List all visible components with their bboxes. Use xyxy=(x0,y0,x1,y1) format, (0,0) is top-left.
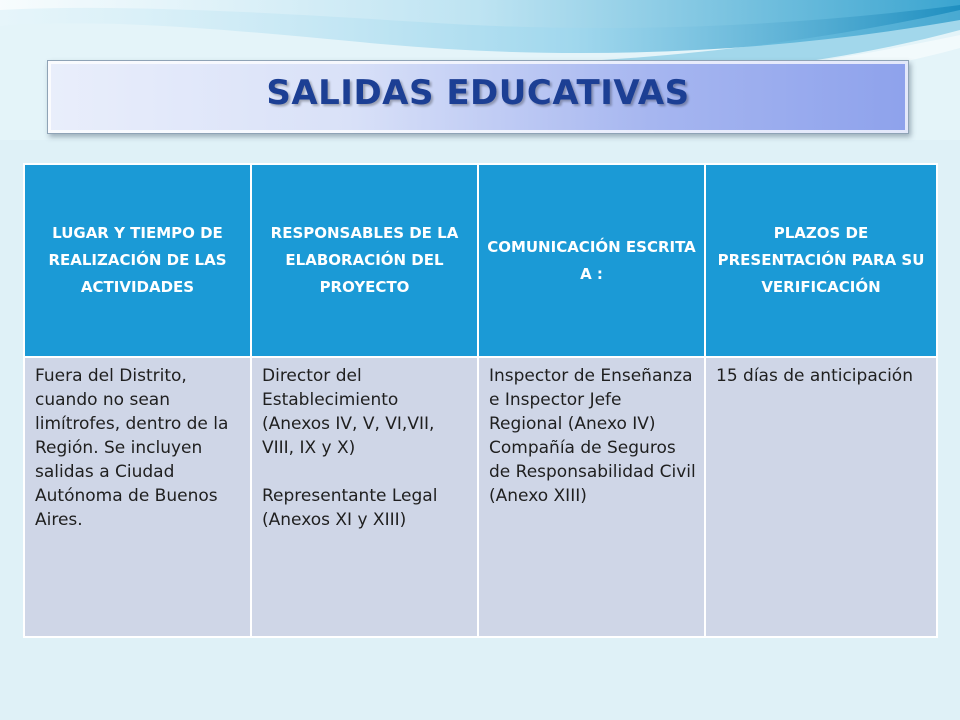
header-plazos: PLAZOS DE PRESENTACIÓN PARA SU VERIFICACIÓN xyxy=(706,165,936,356)
title-banner xyxy=(47,60,909,134)
cell-plazos xyxy=(706,358,936,636)
header-comunicacion: COMUNICACIÓN ESCRITA A : xyxy=(479,165,704,356)
table-header-row xyxy=(25,165,936,356)
cell-lugar xyxy=(25,358,250,636)
cell-comunicacion-text: Inspector de Enseñanza e Inspector Jefe Regional (Anexo IV) Compañía de Seguros de Responsabilidad Civil (Anexo XIII) xyxy=(489,366,696,506)
cell-comunicacion xyxy=(479,358,704,636)
cell-responsables xyxy=(252,358,477,636)
slide-title: SALIDAS EDUCATIVAS xyxy=(266,73,690,113)
table-row xyxy=(25,358,936,636)
cell-lugar-text: Fuera del Distrito, cuando no sean limítrofes, dentro de la Región. Se incluyen salidas a Ciudad Autónoma de Buenos Aires. xyxy=(35,366,229,530)
info-table xyxy=(23,163,938,638)
cell-plazos-text: 15 días de anticipación xyxy=(716,366,913,386)
cell-responsables-text-1: Director del Establecimiento (Anexos IV, V, VI,VII, VIII, IX y X) xyxy=(262,366,435,458)
cell-responsables-text-2: Representante Legal (Anexos XI y XIII) xyxy=(262,486,438,530)
header-lugar: LUGAR Y TIEMPO DE REALIZACIÓN DE LAS ACTIVIDADES xyxy=(25,165,250,356)
header-responsables: RESPONSABLES DE LA ELABORACIÓN DEL PROYECTO xyxy=(252,165,477,356)
